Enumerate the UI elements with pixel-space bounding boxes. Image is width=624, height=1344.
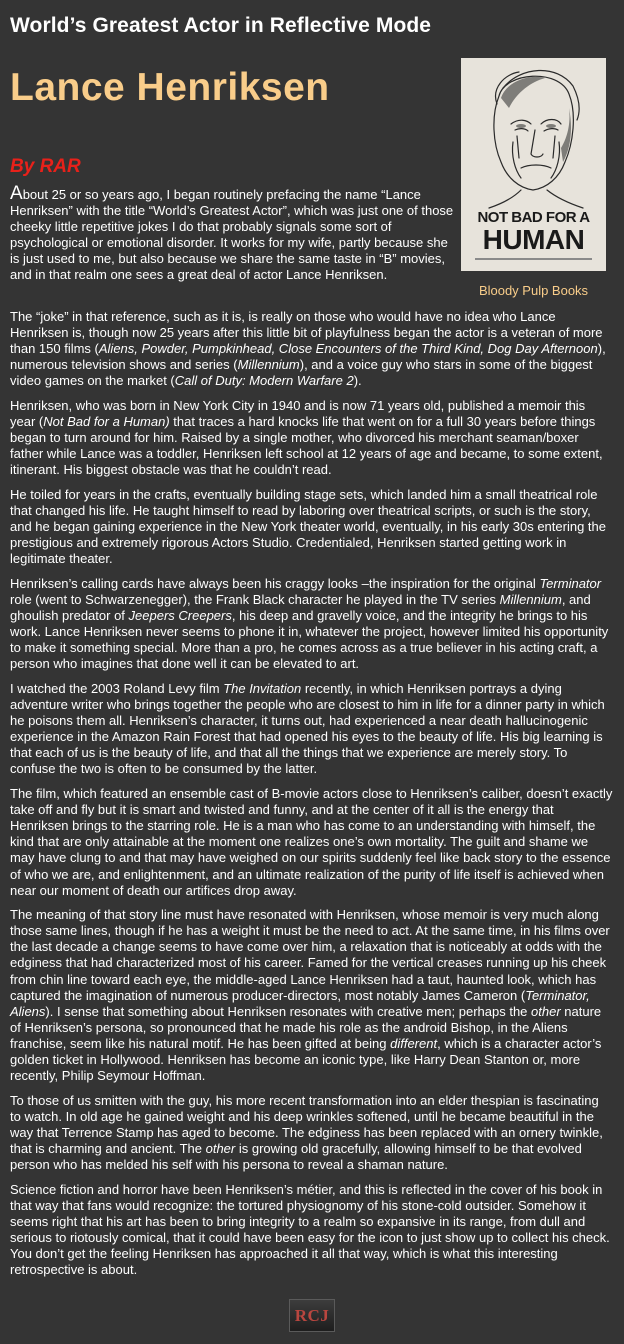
article-byline: By RAR	[10, 156, 81, 177]
paragraph-7: The meaning of that story line must have resonated with Henriksen, whose memoir is very much along those same lines, though if he has a weight it must be the need to act. At the same time, in his films over the last decade a change seems to have come over him, a relaxation that is noticeably at odds with the edginess that had characterized most of his career. Famed for the vertical creases running up his cheek from chin line toward each eye, the middle-aged Lance Henriksen had a taut, haunted look, which has captured the imagination of numerous producer-directors, most notably James Cameron (Terminator, Aliens). I sense that something about Henriksen resonates with creative men; perhaps the other nature of Henriksen’s persona, so pronounced that he made his role as the android Bishop, in the Aliens franchise, seem like his natural motif. He has been gifted at being different, which is a character actor’s golden ticket in Hollywood. Henriksen has become an iconic type, like Harry Dean Stanton or, more recently, Philip Seymour Hoffman.	[10, 907, 610, 1084]
cover-caption: Bloody Pulp Books	[478, 283, 589, 298]
paragraph-6: The film, which featured an ensemble cast of B-movie actors close to Henriksen’s caliber, doesn’t exactly take off and fly but it is smart and twisted and funny, and at the center of it all is the energy that Henriksen brings to the starring role. He is a man who has come to an understanding with himself, the kind that are only attainable at the moment one realizes one’s own mortality. The guilt and shame we may have clung to and that may have weighed on our spirits suddenly feel like back story to the essence of who we are, and enlightenment, and an ultimate realization of the purity of life itself is achieved when near our moment of death our artifices drop away.	[10, 786, 613, 898]
lede-text: bout 25 or so years ago, I began routinely prefacing the name “Lance Henriksen” with the title “World’s Greatest Actor”, which was just one of those cheeky little repetitive jokes I do that probably signals some sort of psychological or emotional disorder. It works for my wife, partly because she is just used to me, but also because we share the same taste in “B” movies, and in that realm one sees a great deal of actor Lance Henriksen.	[10, 187, 454, 283]
paragraph-8: To those of us smitten with the guy, his more recent transformation into an elder thespian is fascinating to watch. In old age he gained weight and his deep wrinkles softened, until he became beautiful in the way that Terrence Stamp has aged to become. The edginess has been replaced with an ornery twinkle, that is charming and ancient. The other is growing old gracefully, allowing himself to be that evolved person who has melded his self with his persona to reveal a shaman nature.	[10, 1092, 603, 1173]
cover-subtitle-line	[475, 258, 592, 260]
paragraph-9: Science fiction and horror have been Henriksen’s métier, and this is reflected in the cover of his book in that way that fans would recognize: the tortured physiognomy of his stone-cold outsider. Somehow it seems right that his art has been to bring integrity to a realm so expansive in its range, from dull and serious to riotously comical, that it could have been easy for the icon to just show up to collect his check. You don’t get the feeling Henriksen has approached it all that way, which is what this interesting retrospective is about.	[10, 1181, 610, 1278]
book-cover-image	[461, 58, 606, 271]
cover-title-line1: NOT BAD FOR A	[477, 209, 590, 226]
article-kicker: World’s Greatest Actor in Reflective Mode	[10, 14, 432, 37]
lede-paragraph	[10, 183, 456, 284]
article-headline: Lance Henriksen	[10, 66, 330, 109]
paragraph-3: He toiled for years in the crafts, eventually building stage sets, which landed him a small theatrical role that changed his life. He taught himself to read by laboring over theatrical scripts, or such is the story, and he began gaining experience in the New York theater world, eventually, in his early 30s entering the prestigious and extremely rigorous Actors Studio. Credentialed, Henriksen started getting work in legitimate theater.	[10, 486, 606, 567]
paragraph-4: Henriksen’s calling cards have always been his craggy looks –the inspiration for the original Terminator role (went to Schwarzenegger), the Frank Black character he played in the TV series Millennium, and ghoulish predator of Jeepers Creepers, his deep and gravelly voice, and the integrity he brings to his work. Lance Henriksen never seems to phone it in, whatever the project, however limited his opportunity to make it something special. More than a pro, he comes across as a true believer in his acting craft, a person who imagines that done well it can be elevated to art.	[10, 575, 609, 672]
rcj-logo[interactable]	[289, 1299, 335, 1332]
paragraph-5: I watched the 2003 Roland Levy film The Invitation recently, in which Henriksen portrays a dying adventure writer who brings together the people who are closest to him in life for a dinner party in which he poisons them all. Henriksen’s character, it turns out, had experienced a near death hallucinogenic experience in the Amazon Rain Forest that had opened his eyes to the beauty of life. His big learning is that each of us is the beauty of life, and that all the things that we experience are merely story. To confuse the two is often to be consumed by the latter.	[10, 680, 605, 777]
paragraph-1: The “joke” in that reference, such as it is, is really on those who would have no idea who Lance Henriksen is, though now 25 years after this little bit of playfulness began the actor is a veteran of more than 150 films (Aliens, Powder, Pumpkinhead, Close Encounters of the Third Kind, Dog Day Afternoon), numerous television shows and series (Millennium), and a voice guy who stars in some of the biggest video games on the market (Call of Duty: Modern Warfare 2).	[10, 309, 606, 389]
article-body	[10, 309, 613, 1287]
logo-text: RCJ	[294, 1305, 330, 1325]
cover-title-line2: HUMAN	[482, 224, 585, 255]
paragraph-2: Henriksen, who was born in New York City in 1940 and is now 71 years old, published a memoir this year (Not Bad for a Human) that traces a hard knocks life that went on for a full 30 years before things began to turn around for him. Raised by a single mother, who divorced his merchant seaman/boxer father while Lance was a toddler, Henriksen left school at 12 years of age and became, to some extent, itinerant. His biggest obstacle was that he couldn’t read.	[10, 397, 603, 478]
drop-cap: A	[10, 183, 23, 204]
